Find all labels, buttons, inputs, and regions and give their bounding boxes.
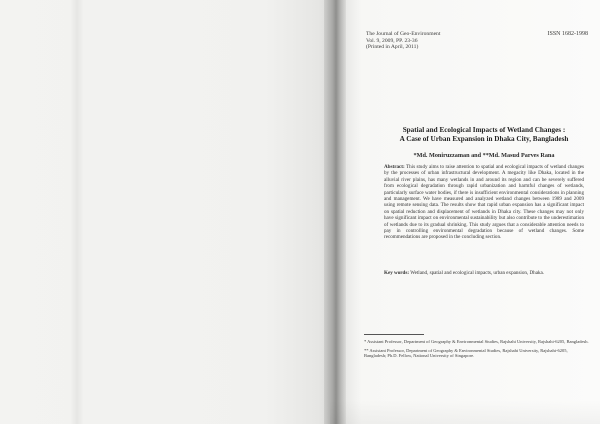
left-page-shadow <box>70 0 84 424</box>
issn-number: ISSN 1682-1998 <box>547 31 588 37</box>
journal-volume-pages: Vol. 9, 2009, PP. 23-36 <box>366 37 418 44</box>
keywords-text: Wetland, spatial and ecological impacts, urban expansion, Dhaka. <box>410 270 545 276</box>
abstract <box>384 164 584 241</box>
article-title-line1: Spatial and Ecological Impacts of Wetland Changes : <box>402 126 566 134</box>
article-title <box>366 126 600 144</box>
footnote-divider <box>364 334 424 335</box>
journal-printed-date: (Printed in April, 2011) <box>366 44 419 51</box>
footnote-2: ** Assistant Professor, Department of Geography & Environmental Studies, Rajshahi University, Rajshahi-6205, Bangladesh; Ph.D. Fellow, National University of Singapore. <box>364 347 568 359</box>
keywords-label: Key words: <box>384 270 410 276</box>
abstract-label: Abstract: <box>384 164 405 170</box>
footnotes <box>364 339 590 362</box>
article-page <box>346 0 600 424</box>
journal-header <box>366 31 440 51</box>
footnote-1: * Assistant Professor, Department of Geography & Environmental Studies, Rajshahi University, Rajshahi-6205, Bangladesh. <box>364 339 589 344</box>
book-gutter <box>324 0 348 424</box>
keywords <box>384 270 584 276</box>
article-title-line2: A Case of Urban Expansion in Dhaka City, Bangladesh <box>399 135 569 143</box>
abstract-text: This study aims to raise attention to spatial and ecological impacts of wetland changes by the processes of urban infrastructural development. A megacity like Dhaka, located in the alluvial river plains, has many wetlands in and around its region and can be severely suffered from ecological degradation through rapid urbanization and harmful changes of wetlands, particularly surface water bodies, if there is insufficient environmental considerations in planning and management. We have measured and analyzed wetland changes between 1989 and 2009 using remote sensing data. The results show that rapid urban expansion has a significant impact on spatial reduction and displacement of wetlands in Dhaka city. These changes may not only have significant impact on environmental sustainability but also contribute to the underestimation of wetlands due to its gradual shrinking. This study argues that a considerable attention needs to pay in controlling environmental degradation because of wetland changes. Some recommendations are proposed in the concluding section. <box>384 164 584 241</box>
journal-name: The Journal of Geo-Environment <box>366 31 441 37</box>
article-authors: *Md. Moniruzzaman and **Md. Masud Parves Rana <box>413 152 555 159</box>
